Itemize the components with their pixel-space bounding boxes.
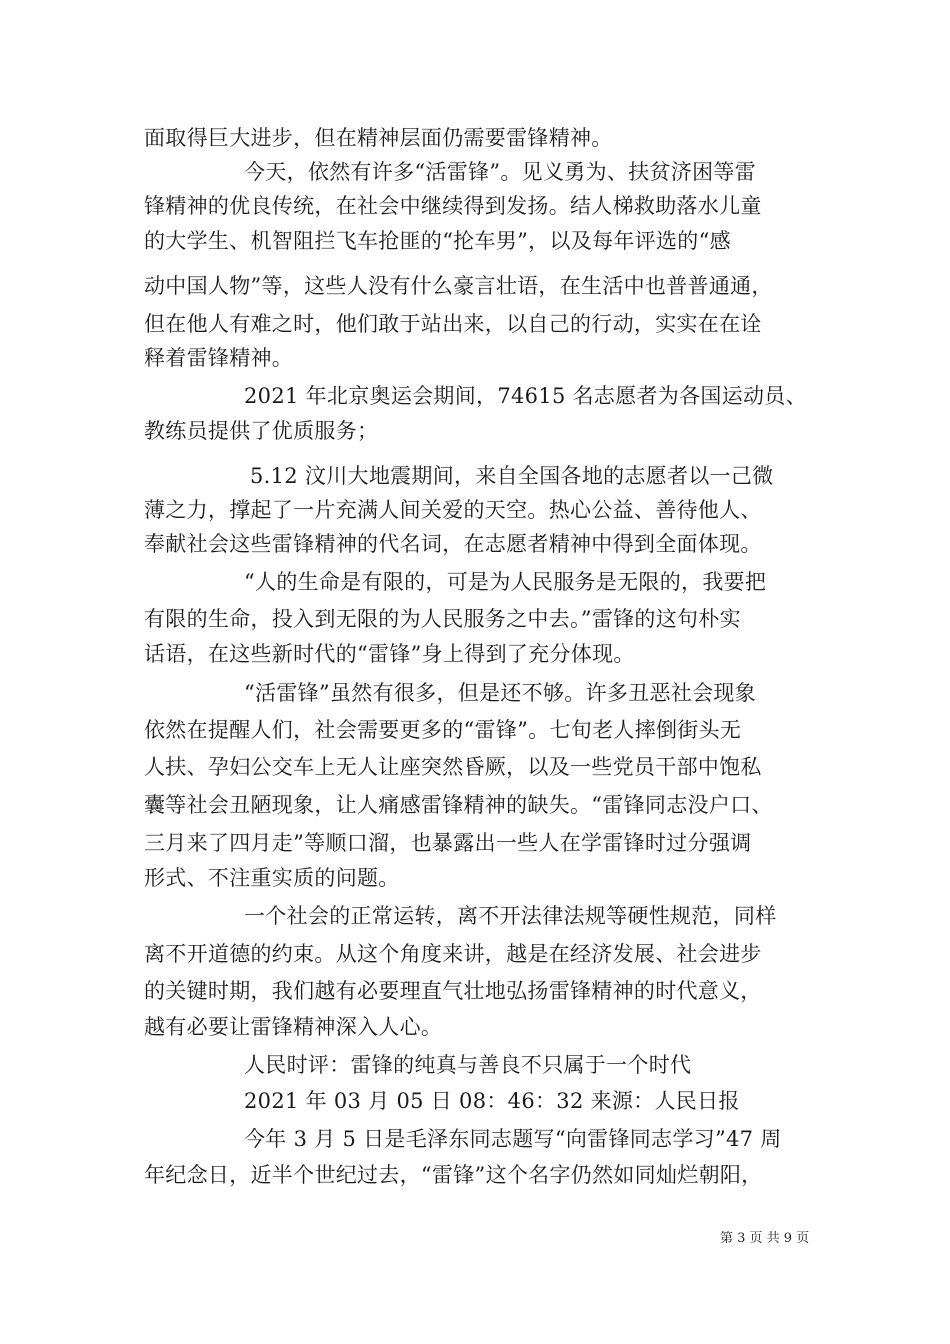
text-line: 释着雷锋精神。 bbox=[144, 346, 294, 370]
text-line: 但在他人有难之时，他们敢于站出来，以自己的行动，实实在在诠 bbox=[144, 312, 762, 336]
text-line: 依然在提醒人们，社会需要更多的“雷锋”。七旬老人摔倒街头无 bbox=[144, 718, 742, 742]
text-line: 离不开道德的约束。从这个角度来讲，越是在经济发展、社会进步 bbox=[144, 942, 762, 966]
text-line: 薄之力，撑起了一片充满人间关爱的天空。热心公益、善待他人、 bbox=[144, 498, 762, 522]
text-line: 形式、不注重实质的问题。 bbox=[144, 866, 400, 890]
text-line: 教练员提供了优质服务； bbox=[144, 419, 379, 443]
dateline: 2021 年 03 月 05 日 08：46：32 来源：人民日报 bbox=[244, 1089, 740, 1113]
text-line: 年纪念日，近半个世纪过去，“雷锋”这个名字仍然如同灿烂朝阳， bbox=[144, 1163, 763, 1187]
text-line: 奉献社会这些雷锋精神的代名词，在志愿者精神中得到全面体现。 bbox=[144, 532, 762, 556]
text-line: “人的生命是有限的，可是为人民服务是无限的，我要把 bbox=[244, 570, 767, 594]
text-line: 2021 年北京奥运会期间，74615 名志愿者为各国运动员、 bbox=[244, 384, 807, 408]
text-line: 的关键时期，我们越有必要理直气壮地弘扬雷锋精神的时代意义， bbox=[144, 979, 762, 1003]
text-line: 锋精神的优良传统，在社会中继续得到发扬。结人梯救助落水儿童 bbox=[144, 194, 762, 218]
text-line: 越有必要让雷锋精神深入人心。 bbox=[144, 1015, 443, 1039]
text-line: 面取得巨大进步，但在精神层面仍需要雷锋精神。 bbox=[144, 126, 613, 150]
text-line: 今年 3 月 5 日是毛泽东同志题写“向雷锋同志学习”47 周 bbox=[244, 1127, 782, 1151]
text-line: 话语，在这些新时代的“雷锋”身上得到了充分体现。 bbox=[144, 642, 635, 666]
text-line: 囊等社会丑陋现象，让人痛感雷锋精神的缺失。“雷锋同志没户口、 bbox=[144, 793, 773, 817]
section-heading: 人民时评：雷锋的纯真与善良不只属于一个时代 bbox=[244, 1053, 692, 1077]
text-line: “活雷锋”虽然有很多，但是还不够。许多丑恶社会现象 bbox=[244, 681, 756, 705]
text-line: 有限的生命，投入到无限的为人民服务之中去。”雷锋的这句朴实 bbox=[144, 607, 741, 631]
text-line: 今天，依然有许多“活雷锋”。见义勇为、扶贫济困等雷 bbox=[244, 160, 756, 184]
text-line: 5.12 汶川大地震期间，来自全国各地的志愿者以一己微 bbox=[250, 464, 774, 488]
page-number: 第 3 页 共 9 页 bbox=[720, 1231, 810, 1246]
text-line: 动中国人物”等，这些人没有什么豪言壮语，在生活中也普普通通， bbox=[144, 274, 773, 298]
text-line: 三月来了四月走”等顺口溜，也暴露出一些人在学雷锋时过分强调 bbox=[144, 831, 752, 855]
text-line: 人扶、孕妇公交车上无人让座突然昏厥，以及一些党员干部中饱私 bbox=[144, 755, 762, 779]
text-line: 的大学生、机智阻拦飞车抢匪的“抡车男”，以及每年评选的“感 bbox=[144, 229, 731, 253]
text-line: 一个社会的正常运转，离不开法律法规等硬性规范，同样 bbox=[244, 904, 777, 928]
